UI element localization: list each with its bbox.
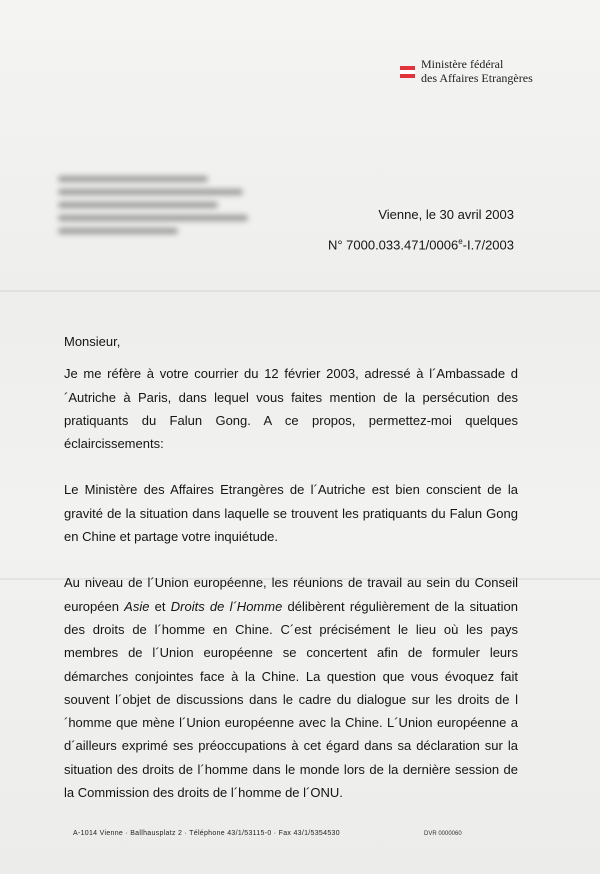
paragraph-1: Je me réfère à votre courrier du 12 février 2003, adressé à l´Ambassade d´Autriche à Paris, dans lequel vous faites mention de la persécution des pratiquants du Falun Gong. A ce propos, permettez-moi quelques éclaircissements: — [64, 366, 518, 452]
paragraph-3-part-c: et — [149, 598, 171, 614]
ministry-name-line1: Ministère fédéral — [421, 57, 504, 71]
letter-body — [64, 330, 518, 827]
paragraph-3-part-e: délibèrent régulièrement de la situation des droits de l´homme en Chine. C´est précisément le lieu où les pays membres de l´Union européenne se concertent afin de formuler leurs démarches conjointes face à la Chine. La question que vous évoquez fait souvent l´objet de discussions dans le cadre du dialogue sur les droits de l´homme que mène l´Union européenne avec la Chine. L´Union européenne a d´ailleurs exprimé ses préoccupations à cet égard dans sa déclaration sur la situation des droits de l´homme dans le monde lors de la dernière session de la Commission des droits de l´homme de l´ONU. — [64, 598, 518, 801]
ministry-name — [421, 57, 533, 85]
letter-meta — [328, 201, 514, 258]
paper-fold-line — [0, 290, 600, 292]
paragraph-3-part-a: Au niveau de l´Union européenne, les réunions de travail au sein du Conseil européen — [64, 575, 518, 614]
salutation: Monsieur, — [64, 334, 121, 349]
footer-address: A-1014 Vienne · Ballhausplatz 2 · Téléphone 43/1/53115-0 · Fax 43/1/5354530 — [73, 830, 340, 837]
redacted-line — [58, 176, 208, 182]
reference-prefix: N° 7000.033.471/0006 — [327, 237, 459, 253]
place-date: Vienne, le 30 avril 2003 — [378, 207, 514, 222]
reference-number — [328, 228, 514, 258]
redacted-line — [58, 202, 218, 208]
paragraph-3 — [64, 571, 518, 804]
paragraph-3-asie: Asie — [124, 598, 150, 614]
redacted-line — [58, 189, 243, 195]
reference-suffix: -I.7/2003 — [462, 237, 514, 253]
paragraph-2: Le Ministère des Affaires Etrangères de l´Autriche est bien conscient de la gravité de la situation dans laquelle se trouvent les pratiquants du Falun Gong en Chine et partage votre inquiétude. — [64, 482, 518, 545]
footer-dvr: DVR 0000060 — [424, 831, 462, 837]
redacted-line — [58, 228, 178, 234]
flag-stripe-bottom — [400, 74, 415, 78]
ministry-name-line2: des Affaires Etrangères — [421, 71, 533, 85]
reference-sup: e — [458, 237, 463, 246]
redacted-line — [58, 215, 248, 221]
redacted-recipient-address — [58, 176, 248, 246]
austrian-flag-icon — [400, 66, 415, 78]
paragraph-3-droits-homme: Droits de l´Homme — [170, 598, 283, 614]
